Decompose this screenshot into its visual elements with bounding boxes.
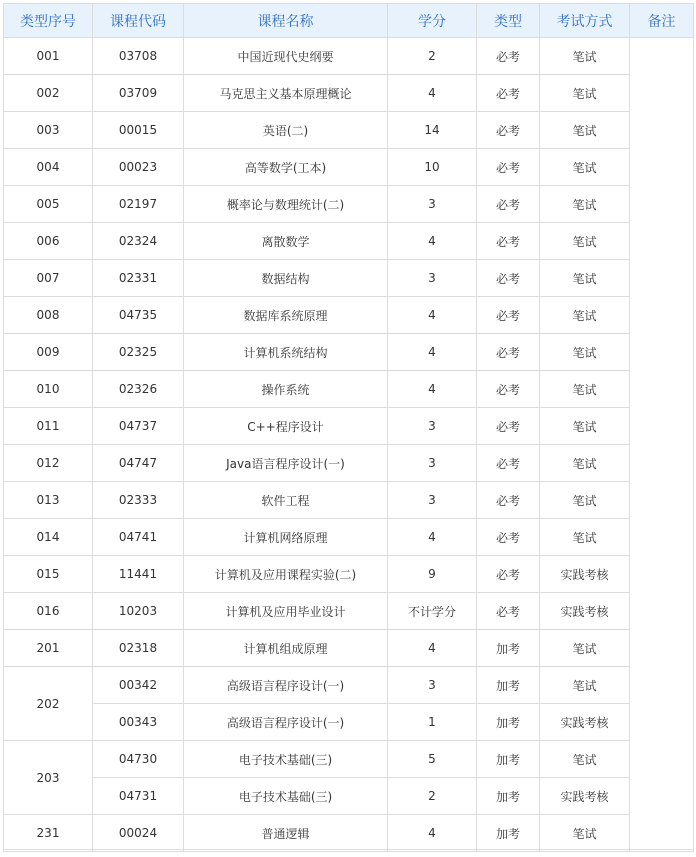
name-cell: 电子技术基础(三) <box>184 778 388 815</box>
code-cell: 04731 <box>93 778 184 815</box>
credits-cell: 4 <box>388 815 477 852</box>
credits-cell: 2 <box>388 38 477 75</box>
table-row <box>4 260 694 297</box>
code-cell: 02325 <box>93 334 184 371</box>
name-cell: 软件工程 <box>184 482 388 519</box>
code-cell: 02324 <box>93 223 184 260</box>
code-cell: 02331 <box>93 260 184 297</box>
table-row <box>4 556 694 593</box>
table-row <box>4 112 694 149</box>
type-cell: 必考 <box>477 223 540 260</box>
table-row <box>4 482 694 519</box>
type-cell: 必考 <box>477 297 540 334</box>
type-cell: 必考 <box>477 408 540 445</box>
code-cell: 00015 <box>93 112 184 149</box>
exam-cell: 笔试 <box>540 667 630 704</box>
code-cell: 02333 <box>93 482 184 519</box>
seq-cell: 008 <box>4 297 93 334</box>
seq-cell: 003 <box>4 112 93 149</box>
header-code: 课程代码 <box>93 4 184 38</box>
code-cell: 02318 <box>93 630 184 667</box>
header-name: 课程名称 <box>184 4 388 38</box>
name-cell: 离散数学 <box>184 223 388 260</box>
code-cell: 04747 <box>93 445 184 482</box>
type-cell: 加考 <box>477 778 540 815</box>
seq-cell: 011 <box>4 408 93 445</box>
notes-cell <box>630 38 694 852</box>
credits-cell: 10 <box>388 149 477 186</box>
exam-cell: 笔试 <box>540 186 630 223</box>
exam-cell: 笔试 <box>540 260 630 297</box>
name-cell: 数据库系统原理 <box>184 297 388 334</box>
seq-cell: 231 <box>4 815 93 852</box>
exam-cell: 笔试 <box>540 371 630 408</box>
credits-cell: 4 <box>388 223 477 260</box>
type-cell: 必考 <box>477 482 540 519</box>
table-row <box>4 297 694 334</box>
name-cell: 英语(二) <box>184 112 388 149</box>
seq-cell: 014 <box>4 519 93 556</box>
type-cell: 必考 <box>477 556 540 593</box>
exam-cell: 实践考核 <box>540 593 630 630</box>
table-row <box>4 741 694 778</box>
code-cell: 04735 <box>93 297 184 334</box>
credits-cell: 4 <box>388 297 477 334</box>
credits-cell: 14 <box>388 112 477 149</box>
seq-cell: 203 <box>4 741 93 815</box>
exam-cell: 笔试 <box>540 112 630 149</box>
header-seq: 类型序号 <box>4 4 93 38</box>
seq-cell: 004 <box>4 149 93 186</box>
course-table-body <box>4 38 694 852</box>
credits-cell: 5 <box>388 741 477 778</box>
seq-cell: 007 <box>4 260 93 297</box>
exam-cell: 笔试 <box>540 482 630 519</box>
seq-cell: 001 <box>4 38 93 75</box>
exam-cell: 笔试 <box>540 815 630 852</box>
table-row <box>4 815 694 852</box>
name-cell: 高级语言程序设计(一) <box>184 667 388 704</box>
exam-cell: 实践考核 <box>540 556 630 593</box>
seq-cell: 002 <box>4 75 93 112</box>
code-cell: 10203 <box>93 593 184 630</box>
type-cell: 必考 <box>477 334 540 371</box>
name-cell: 电子技术基础(三) <box>184 741 388 778</box>
credits-cell: 3 <box>388 445 477 482</box>
exam-cell: 笔试 <box>540 297 630 334</box>
table-row <box>4 667 694 704</box>
credits-cell: 不计学分 <box>388 593 477 630</box>
exam-cell: 笔试 <box>540 445 630 482</box>
seq-cell: 013 <box>4 482 93 519</box>
seq-cell: 015 <box>4 556 93 593</box>
credits-cell: 2 <box>388 778 477 815</box>
table-row <box>4 519 694 556</box>
type-cell: 必考 <box>477 260 540 297</box>
exam-cell: 笔试 <box>540 741 630 778</box>
exam-cell: 实践考核 <box>540 704 630 741</box>
table-row <box>4 371 694 408</box>
name-cell: 高级语言程序设计(一) <box>184 704 388 741</box>
table-row <box>4 75 694 112</box>
table-row <box>4 223 694 260</box>
name-cell: 中国近现代史纲要 <box>184 38 388 75</box>
name-cell: C++程序设计 <box>184 408 388 445</box>
table-row <box>4 149 694 186</box>
seq-cell: 005 <box>4 186 93 223</box>
seq-cell: 201 <box>4 630 93 667</box>
exam-cell: 笔试 <box>540 334 630 371</box>
code-cell: 00024 <box>93 815 184 852</box>
seq-cell: 009 <box>4 334 93 371</box>
name-cell: 普通逻辑 <box>184 815 388 852</box>
credits-cell: 3 <box>388 260 477 297</box>
table-row <box>4 408 694 445</box>
table-row <box>4 630 694 667</box>
header-row <box>4 4 694 38</box>
type-cell: 必考 <box>477 149 540 186</box>
table-row <box>4 38 694 75</box>
exam-cell: 笔试 <box>540 38 630 75</box>
type-cell: 加考 <box>477 815 540 852</box>
credits-cell: 4 <box>388 371 477 408</box>
name-cell: 计算机网络原理 <box>184 519 388 556</box>
name-cell: 计算机系统结构 <box>184 334 388 371</box>
table-row <box>4 593 694 630</box>
code-cell: 00343 <box>93 704 184 741</box>
exam-cell: 笔试 <box>540 519 630 556</box>
exam-cell: 笔试 <box>540 75 630 112</box>
header-credits: 学分 <box>388 4 477 38</box>
exam-cell: 笔试 <box>540 408 630 445</box>
course-table <box>3 3 694 852</box>
name-cell: 数据结构 <box>184 260 388 297</box>
credits-cell: 3 <box>388 667 477 704</box>
header-type: 类型 <box>477 4 540 38</box>
code-cell: 03709 <box>93 75 184 112</box>
credits-cell: 4 <box>388 630 477 667</box>
table-row <box>4 186 694 223</box>
exam-cell: 笔试 <box>540 630 630 667</box>
seq-cell: 006 <box>4 223 93 260</box>
code-cell: 00023 <box>93 149 184 186</box>
credits-cell: 3 <box>388 186 477 223</box>
code-cell: 04730 <box>93 741 184 778</box>
type-cell: 必考 <box>477 593 540 630</box>
credits-cell: 4 <box>388 519 477 556</box>
credits-cell: 9 <box>388 556 477 593</box>
code-cell: 04737 <box>93 408 184 445</box>
credits-cell: 1 <box>388 704 477 741</box>
type-cell: 必考 <box>477 371 540 408</box>
header-notes: 备注 <box>630 4 694 38</box>
table-row <box>4 445 694 482</box>
name-cell: 高等数学(工本) <box>184 149 388 186</box>
code-cell: 11441 <box>93 556 184 593</box>
name-cell: 马克思主义基本原理概论 <box>184 75 388 112</box>
table-row <box>4 334 694 371</box>
code-cell: 02197 <box>93 186 184 223</box>
type-cell: 加考 <box>477 630 540 667</box>
credits-cell: 4 <box>388 334 477 371</box>
code-cell: 03708 <box>93 38 184 75</box>
header-exam: 考试方式 <box>540 4 630 38</box>
seq-cell: 010 <box>4 371 93 408</box>
type-cell: 必考 <box>477 75 540 112</box>
type-cell: 必考 <box>477 38 540 75</box>
seq-cell: 202 <box>4 667 93 741</box>
name-cell: 概率论与数理统计(二) <box>184 186 388 223</box>
credits-cell: 3 <box>388 482 477 519</box>
type-cell: 加考 <box>477 667 540 704</box>
seq-cell: 012 <box>4 445 93 482</box>
type-cell: 必考 <box>477 445 540 482</box>
code-cell: 04741 <box>93 519 184 556</box>
code-cell: 00342 <box>93 667 184 704</box>
name-cell: 操作系统 <box>184 371 388 408</box>
name-cell: 计算机组成原理 <box>184 630 388 667</box>
seq-cell: 016 <box>4 593 93 630</box>
exam-cell: 笔试 <box>540 149 630 186</box>
type-cell: 加考 <box>477 741 540 778</box>
credits-cell: 4 <box>388 75 477 112</box>
exam-cell: 实践考核 <box>540 778 630 815</box>
type-cell: 加考 <box>477 704 540 741</box>
name-cell: 计算机及应用毕业设计 <box>184 593 388 630</box>
type-cell: 必考 <box>477 519 540 556</box>
name-cell: Java语言程序设计(一) <box>184 445 388 482</box>
name-cell: 计算机及应用课程实验(二) <box>184 556 388 593</box>
table-row <box>4 704 694 741</box>
table-row <box>4 778 694 815</box>
credits-cell: 3 <box>388 408 477 445</box>
type-cell: 必考 <box>477 112 540 149</box>
type-cell: 必考 <box>477 186 540 223</box>
exam-cell: 笔试 <box>540 223 630 260</box>
code-cell: 02326 <box>93 371 184 408</box>
